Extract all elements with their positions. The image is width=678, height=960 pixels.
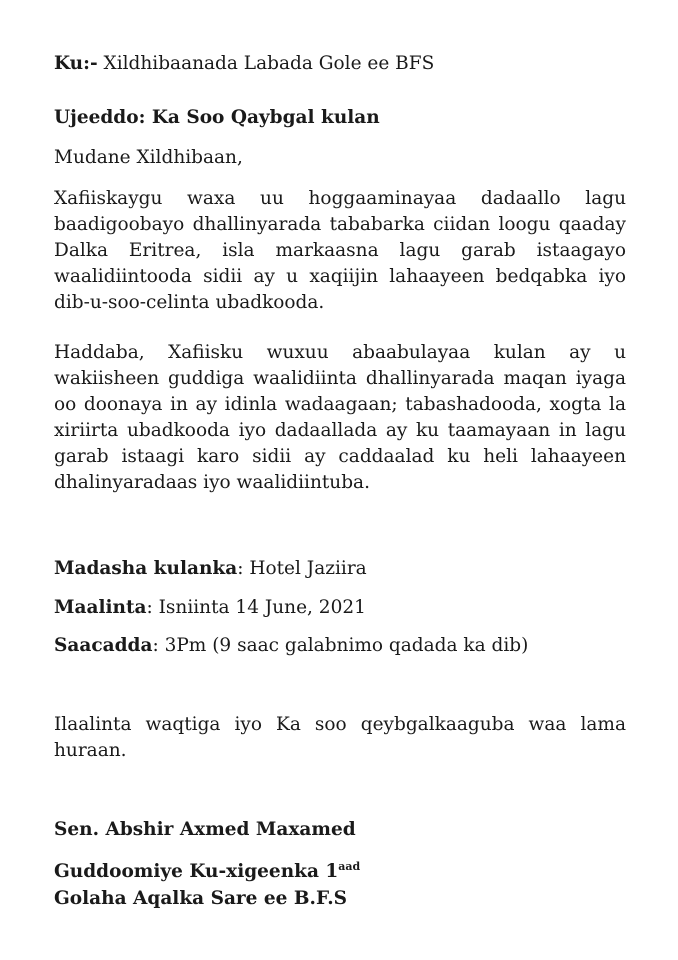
salutation: Mudane Xildhibaan, <box>54 147 243 168</box>
time-label: Saacadda <box>54 635 153 656</box>
date-value: : Isniinta 14 June, 2021 <box>146 597 366 618</box>
signature-name: Sen. Abshir Axmed Maxamed <box>54 819 356 840</box>
signature-title: Guddoomiye Ku-xigeenka $1^{aad}$ <box>54 860 361 882</box>
recipient-line <box>54 52 434 76</box>
meeting-time <box>54 634 528 658</box>
ordinal-suffix: aad <box>338 860 361 873</box>
paragraph-2: Haddaba, Xafiisku wuxuu abaabulayaa kulan ay u wakiisheen guddiga waalidiinta dhallinyarada maqan iyaga oo doonaya in ay idinla wadaagaan; tabashadooda, xogta la xiriirta ubadkooda iyo dadaallada ay ku taamayaan in lagu garab istaagi karo sidii ay caddaalad ku heli lahaayeen dhalinyaradaas iyo waalidiintuba. <box>54 342 626 493</box>
recipient-value: Xildhibaanada Labada Gole ee BFS <box>103 53 435 74</box>
subject: Ujeeddo: Ka Soo Qaybgal kulan <box>54 107 380 128</box>
time-value: : 3Pm (9 saac galabnimo qadada ka dib) <box>152 635 529 656</box>
meeting-date <box>54 596 366 620</box>
venue-value: : Hotel Jaziira <box>237 558 367 579</box>
subject-line <box>54 106 380 130</box>
recipient-label: Ku:- <box>54 53 98 74</box>
paragraph-1: Xafiiskaygu waxa uu hoggaaminayaa dadaallo lagu baadigoobayo dhallinyarada tababarka ciidan loogu qaaday Dalka Eritrea, isla markaasna lagu garab istaagayo waalidiintooda sidii ay u xaqiijin lahaayeen bedqabka iyo dib-u-soo-celinta ubadkooda. <box>54 188 626 313</box>
date-label: Maalinta <box>54 597 147 618</box>
closing-paragraph: Ilaalinta waqtiga iyo Ka soo qeybgalkaaguba waa lama huraan. <box>54 714 626 761</box>
venue-label: Madasha kulanka <box>54 558 238 579</box>
signature-body: Golaha Aqalka Sare ee B.F.S <box>54 888 348 909</box>
meeting-venue <box>54 557 367 581</box>
